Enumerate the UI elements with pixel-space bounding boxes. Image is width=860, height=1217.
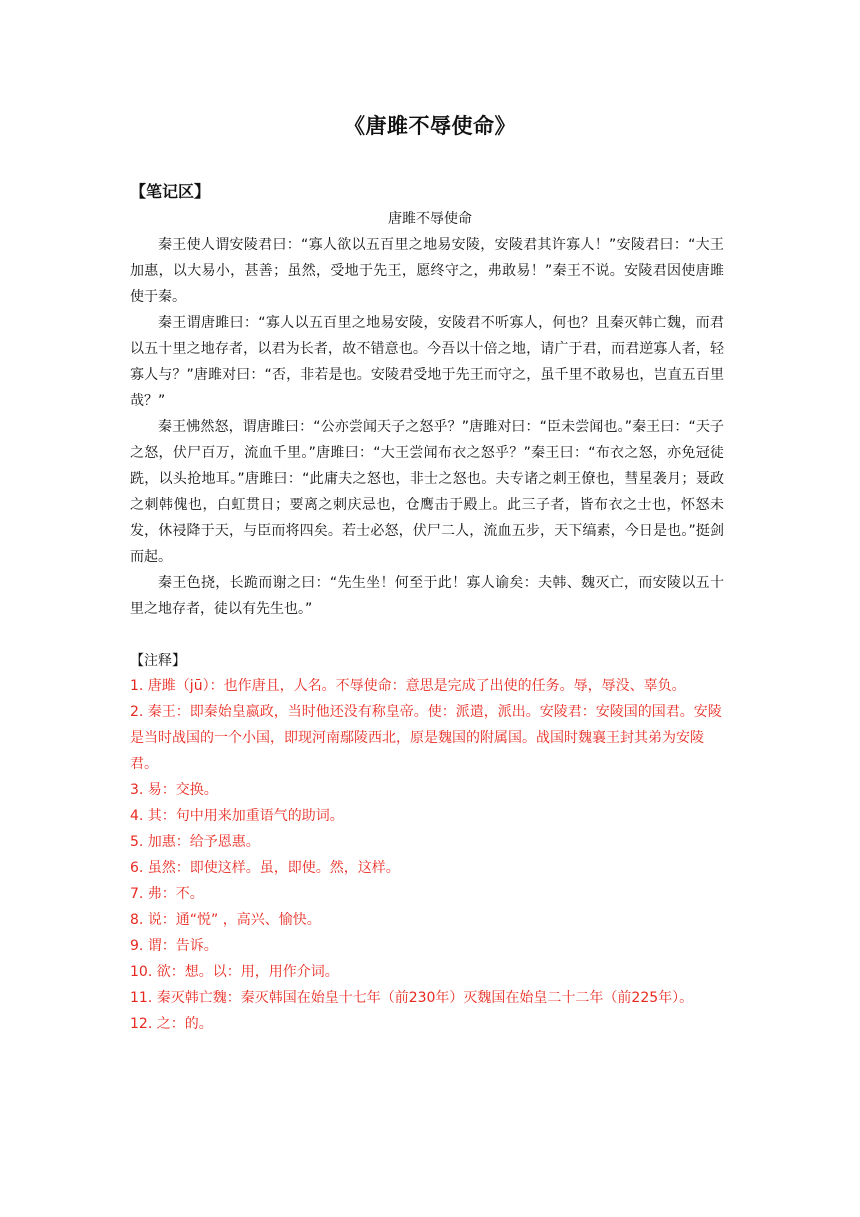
annotation-item: 5. 加惠：给予恩惠。 (130, 834, 260, 850)
notes-area-heading: 【笔记区】 (130, 182, 211, 201)
passage-title: 唐雎不辱使命 (388, 211, 472, 227)
annotation-item: 3. 易：交换。 (130, 782, 218, 798)
annotation-item: 9. 谓：告诉。 (130, 938, 218, 954)
document-title: 《唐雎不辱使命》 (344, 114, 516, 138)
annotation-item: 10. 欲：想。以：用，用作介词。 (130, 964, 339, 980)
passage-paragraph: 秦王谓唐雎曰：“寡人以五百里之地易安陵，安陵君不听寡人，何也？且秦灭韩亡魏，而君以五十里之地存者，以君为长者，故不错意也。今吾以十倍之地，请广于君，而君逆寡人者，轻寡人与？”唐雎对曰：“否，非若是也。安陵君受地于先王而守之，虽千里不敢易也，岂直五百里哉？” (130, 315, 724, 409)
annotations-heading: 【注释】 (130, 653, 186, 669)
passage-paragraph: 秦王怫然怒，谓唐雎曰：“公亦尝闻天子之怒乎？”唐雎对曰：“臣未尝闻也。”秦王曰：“天子之怒，伏尸百万，流血千里。”唐雎曰：“大王尝闻布衣之怒乎？”秦王曰：“布衣之怒，亦免冠徒跣，以头抢地耳。”唐雎曰：“此庸夫之怒也，非士之怒也。夫专诸之刺王僚也，彗星袭月；聂政之刺韩傀也，白虹贯日；要离之刺庆忌也，仓鹰击于殿上。此三子者，皆布衣之士也，怀怒未发，休祲降于天，与臣而将四矣。若士必怒，伏尸二人，流血五步，天下缟素，今日是也。”挺剑而起。 (130, 419, 724, 565)
annotation-item: 8. 说：通“悦” ，高兴、愉快。 (130, 912, 321, 928)
annotation-item: 1. 唐雎（jū）：也作唐且，人名。不辱使命：意思是完成了出使的任务。辱，辱没、辜负。 (130, 678, 686, 694)
annotation-item: 11. 秦灭韩亡魏：秦灭韩国在始皇十七年（前230年）灭魏国在始皇二十二年（前225年）。 (130, 990, 694, 1006)
passage-text (130, 232, 724, 622)
passage-paragraph: 秦王色挠，长跪而谢之曰：“先生坐！何至于此！寡人谕矣：夫韩、魏灭亡，而安陵以五十里之地存者，徒以有先生也。” (130, 575, 724, 617)
annotations-list (130, 673, 724, 1037)
passage-paragraph: 秦王使人谓安陵君曰：“寡人欲以五百里之地易安陵，安陵君其许寡人！”安陵君曰：“大王加惠，以大易小，甚善；虽然，受地于先王，愿终守之，弗敢易！”秦王不说。安陵君因使唐雎使于秦。 (130, 237, 724, 305)
annotation-item: 12. 之：的。 (130, 1016, 213, 1032)
annotation-item: 6. 虽然：即使这样。虽，即使。然，这样。 (130, 860, 400, 876)
annotation-item: 2. 秦王：即秦始皇嬴政，当时他还没有称皇帝。使：派遣，派出。安陵君：安陵国的国君。安陵是当时战国的一个小国，即现河南鄢陵西北，原是魏国的附属国。战国时魏襄王封其弟为安陵君。 (130, 704, 722, 772)
annotation-item: 4. 其：句中用来加重语气的助词。 (130, 808, 344, 824)
annotation-item: 7. 弗：不。 (130, 886, 204, 902)
